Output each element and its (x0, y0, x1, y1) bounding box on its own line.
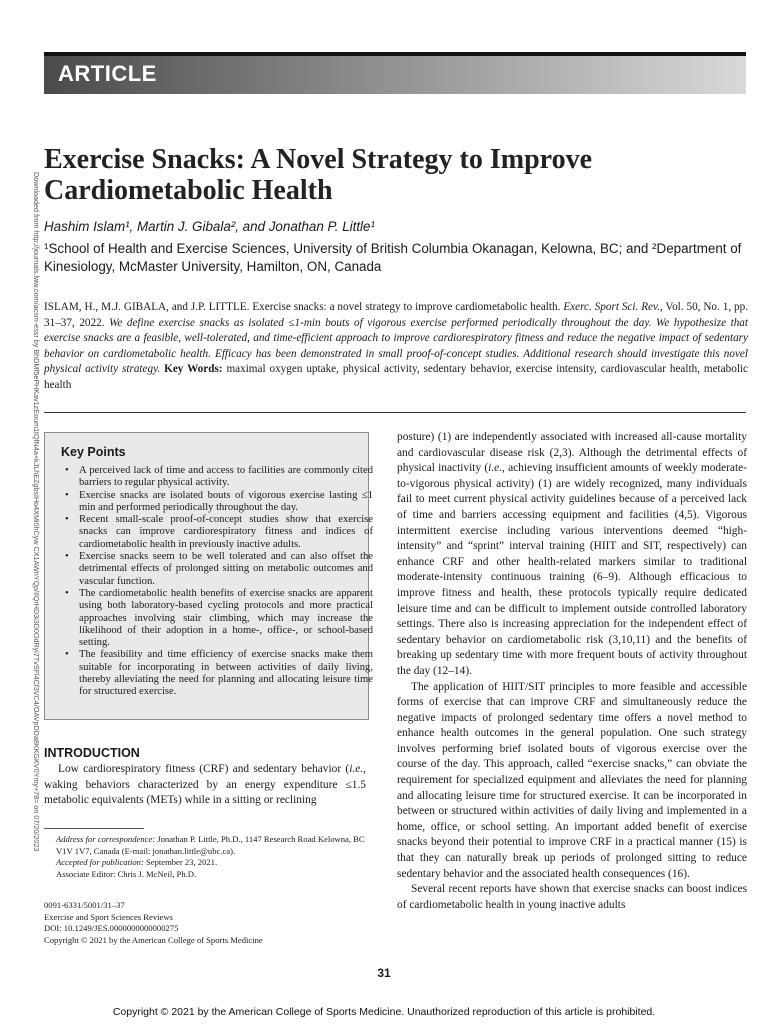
introduction-paragraph (44, 762, 366, 809)
correspondence-note (44, 834, 369, 880)
author-list: Hashim Islam¹, Martin J. Gibala², and Jonathan P. Little¹ (44, 219, 375, 234)
abstract-volume: , Vol. 50, No. 1, pp. 31–37, 2022. (44, 301, 749, 329)
issn: 0091-6331/5001/31–37 (44, 900, 125, 910)
accepted-value: September 23, 2021. (143, 857, 218, 868)
accepted-date (44, 857, 369, 869)
meta-copyright: Copyright © 2021 by the American College of Sports Medicine (44, 934, 263, 945)
body-paragraph-3: Several recent reports have shown that exercise snacks can boost indices of cardiometabolic health in young inactive adults (397, 883, 747, 911)
key-point-item: • The feasibility and time efficiency of exercise snacks make them suitable for incorporating in between activities of daily living, thereby alleviating the need for planning and allocating leisure time for structured exercise. (79, 649, 373, 698)
keywords-label: Key Words: (164, 363, 223, 375)
intro-text-b: , waking behaviors characterized by an energy expenditure ≤1.5 metabolic equivalents (METs) while in a sitting or reclining (44, 763, 366, 807)
introduction-heading: INTRODUCTION (44, 746, 140, 760)
section-label: ARTICLE (58, 61, 157, 86)
body-paragraph-2: The application of HIIT/SIT principles to more feasible and accessible forms of exercise that can improve CRF and simultaneously reduce the negative impacts of prolonged sedentary time offers a novel method to enhance health outcomes in the general population. One such strategy involves performing brief isolated bouts of vigorous exercise over the course of the day. This approach, called “exercise snacks,” can obviate the requirement for specialized equipment and alleviates the need for planning and allocating leisure time for structured exercise. It can be incorporated in between or structured within activities of daily living and implemented in a home, office, or school setting. An important added benefit of exercise snacks beyond their potential to improve CRF in a practical manner (15) is that they can naturally break up periods of prolonged sitting to reduce sedentary behavior and the associated health consequences (16). (397, 680, 747, 880)
accepted-label: Accepted for publication: (56, 857, 144, 868)
key-points-box (44, 432, 373, 720)
correspondence-text: Jonathan P. Little, Ph.D., 1147 Research Road Kelowna, BC V1V 1V7, Canada (E-mail: jonathan.little@ubc.ca). (56, 834, 365, 856)
associate-editor: Associate Editor: Chris J. McNeil, Ph.D. (56, 868, 197, 879)
footnote-rule (44, 828, 144, 829)
download-note-text: Downloaded from http://journals.lww.com/acsm-essr by BhDMf5ePHKav1zEoum1tQfN4a+kJLhEZgbsIHo4XMi0hCyw CX1AWnYQp/IlQrHD3i3D0OdRyi7TvSFl4Cf3VC4/OAVpDDa8KKGKV0Ymy+78= on 07/20/2023 (32, 172, 41, 852)
download-side-note (4, 172, 44, 852)
col2-text-b: , achieving insufficient amounts of weekly moderate-to-vigorous physical activity) (1) are widely recognized, many individuals fail to meet current physical activity guidelines because of a perceived lack of time and barriers accessing equipment and facilities (4,5). Vigorous intermittent exercise including various interventions deemed “high-intensity” and “sprint” interval training (HIIT and SIT, respectively) can enhance CRF and other health-related markers similar to traditional moderate-intensity continuous training (6–9). Although efficacious to improve fitness and health, these protocols typically require dedicated leisure time and can be difficult to implement outside controlled laboratory settings. There also is increasing appreciation for the independent effect of sedentary behavior on cardiometabolic risk (3,10,11) and the benefits of breaking up sedentary time with more frequent bouts of activity throughout the day (12–14). (397, 462, 747, 677)
key-point-item: • A perceived lack of time and access to facilities are commonly cited barriers to regular physical activity. (79, 465, 373, 490)
body-paragraph-1 (397, 430, 747, 680)
keywords: maximal oxygen uptake, physical activity, sedentary behavior, exercise intensity, cardiovascular health, metabolic health (44, 363, 748, 391)
correspondence-label: Address for correspondence: (56, 834, 156, 844)
right-column (397, 430, 747, 913)
key-point-item: • Exercise snacks seem to be well tolerated and can also offset the detrimental effects of prolonged sitting on metabolic outcomes and vascular function. (79, 551, 373, 588)
key-points-list (63, 465, 373, 699)
doi: DOI: 10.1249/JES.0000000000000275 (44, 923, 179, 934)
journal-name: Exercise and Sport Sciences Reviews (44, 911, 173, 922)
affiliations: ¹School of Health and Exercise Sciences, University of British Columbia Okanagan, Kelowna, BC; and ²Department of Kinesiology, McMaster University, Hamilton, ON, Canada (44, 241, 742, 274)
copyright-notice: Copyright © 2021 by the American College of Sports Medicine. Unauthorized reproduction of this article is prohibited. (112, 1006, 656, 1018)
abstract (44, 300, 748, 393)
key-points-heading: Key Points (61, 445, 126, 459)
publication-meta (44, 900, 369, 946)
section-banner (44, 56, 746, 94)
page-number: 31 (377, 966, 391, 980)
key-point-item: • Recent small-scale proof-of-concept studies show that exercise snacks can improve cardiorespiratory fitness and indices of cardiometabolic health in previously inactive adults. (79, 514, 373, 551)
col2-text-a: posture) (1) are independently associated with increased all-cause mortality and cardiovascular disease risk (2,3). Although the detrimental effects of physical inactivity ( (397, 431, 747, 475)
abstract-citation: ISLAM, H., M.J. GIBALA, and J.P. LITTLE. Exercise snacks: a novel strategy to improve cardiometabolic health. (44, 301, 561, 313)
abstract-journal: Exerc. Sport Sci. Rev. (563, 301, 660, 313)
abstract-divider (44, 412, 746, 413)
intro-text-a: Low cardiorespiratory fitness (CRF) and sedentary behavior ( (58, 763, 350, 775)
correspondence-address (44, 834, 369, 857)
col2-text-ie: i.e. (488, 462, 503, 475)
article-title: Exercise Snacks: A Novel Strategy to Improve Cardiometabolic Health (44, 144, 593, 206)
abstract-summary: We define exercise snacks as isolated ≤1-min bouts of vigorous exercise performed periodically throughout the day. We hypothesize that exercise snacks are a feasible, well-tolerated, and time-efficient approach to improve cardiorespiratory fitness and reduce the negative impact of sedentary behavior on cardiometabolic health. Efficacy has been demonstrated in small proof-of-concept studies. Additional research should investigate this novel physical activity strategy. (44, 316, 749, 375)
key-point-item: • The cardiometabolic health benefits of exercise snacks are apparent using both laboratory-based cycling protocols and more practical approaches involving stair climbing, which may increase the likelihood of their adoption in a home-, office-, or school-based setting. (79, 588, 373, 649)
intro-text-ie: i.e. (349, 763, 364, 775)
key-point-item: • Exercise snacks are isolated bouts of vigorous exercise lasting ≤1 min and performed periodically throughout the day. (79, 490, 373, 515)
